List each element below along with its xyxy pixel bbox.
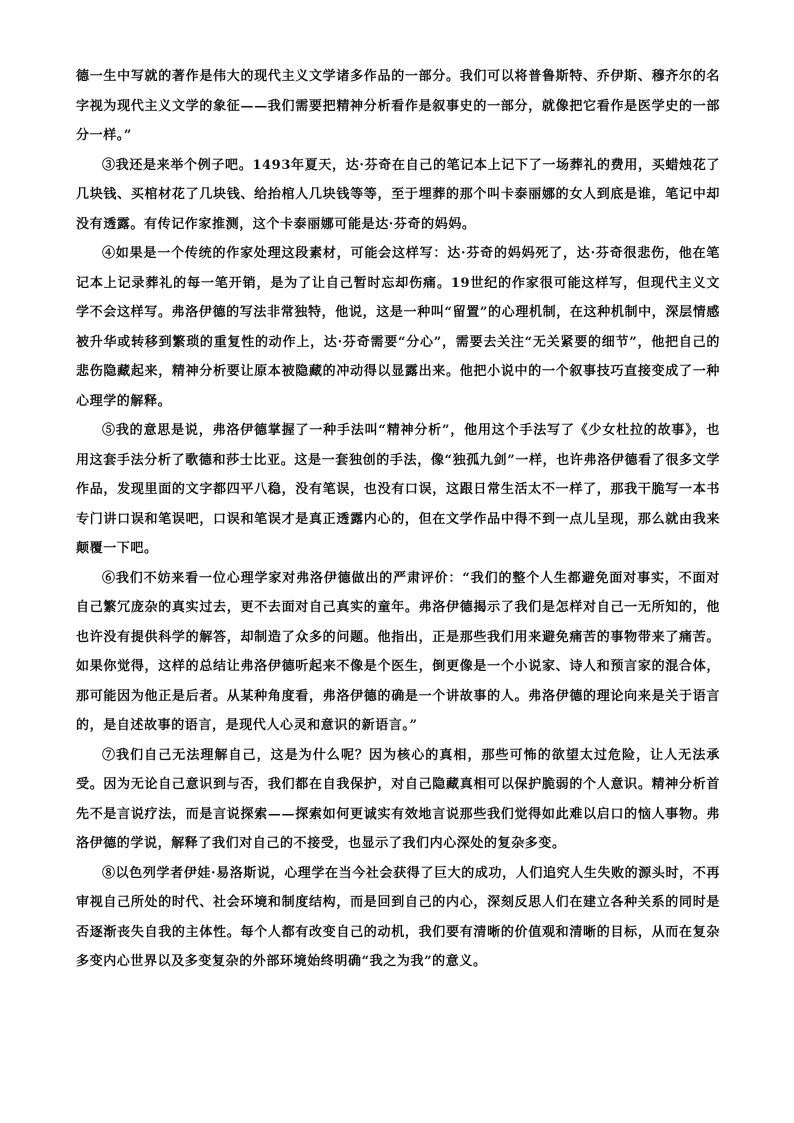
paragraph-5: ⑤我的意思是说，弗洛伊德掌握了一种手法叫“精神分析”，他用这个手法写了《少女杜拉的故事》，也用这套手法分析了歌德和莎士比亚。这是一套独创的手法，像“独孤九剑”一样，也许弗洛伊德看了很多文学作品，发现里面的文字都四平八稳，没有笔误，也没有口误，这跟日常生活太不一样了，那我干脆写一本书专门讲口误和笔误吧，口误和笔误才是真正透露内心的，但在文学作品中得不到一点儿呈现，那么就由我来颠覆一下吧。 xyxy=(76,423,720,556)
document-page xyxy=(76,62,720,977)
paragraph-8: ⑧以色列学者伊娃·易洛斯说，心理学在当今社会获得了巨大的成功，人们追究人生失败的源头时，不再审视自己所处的时代、社会环境和制度结构，而是回到自己的内心，深刻反思人们在建立各种关系的同时是否逐渐丧失自我的主体性。每个人都有改变自己的动机，我们要有清晰的价值观和清晰的目标，从而在复杂多变内心世界以及多变复杂的外部环境始终明确“我之为我”的意义。 xyxy=(76,865,720,969)
paragraph-continuation: 德一生中写就的著作是伟大的现代主义文学诸多作品的一部分。我们可以将普鲁斯特、乔伊斯、穆齐尔的名字视为现代主义文学的象征——我们需要把精神分析看作是叙事史的一部分，就像把它看作是医学史的一部分一样。” xyxy=(76,69,720,143)
paragraph-6: ⑥我们不妨来看一位心理学家对弗洛伊德做出的严肃评价：“我们的整个人生都避免面对事实，不面对自己繁冗庞杂的真实过去，更不去面对自己真实的童年。弗洛伊德揭示了我们是怎样对自己一无所知的，他也许没有提供科学的解答，却制造了众多的问题。他指出，正是那些我们用来避免痛苦的事物带来了痛苦。如果你觉得，这样的总结让弗洛伊德听起来不像是个医生，倒更像是一个小说家、诗人和预言家的混合体，那可能因为他正是后者。从某种角度看，弗洛伊德的确是一个讲故事的人。弗洛伊德的理论向来是关于语言的，是自述故事的语言，是现代人心灵和意识的新语言。” xyxy=(76,570,720,733)
paragraph-7: ⑦我们自己无法理解自己，这是为什么呢？因为核心的真相，那些可怖的欲望太过危险，让人无法承受。因为无论自己意识到与否，我们都在自我保护，对自己隐藏真相可以保护脆弱的个人意识。精神分析首先不是言说疗法，而是言说探索——探索如何更诚实有效地言说那些我们觉得如此难以启口的恼人事物。弗洛伊德的学说，解释了我们对自己的不接受，也显示了我们内心深处的复杂多变。 xyxy=(76,747,720,851)
paragraph-3: ③我还是来举个例子吧。1493年夏天，达·芬奇在自己的笔记本上记下了一场葬礼的费用，买蜡烛花了几块钱、买棺材花了几块钱、给抬棺人几块钱等等，至于埋葬的那个叫卡泰丽娜的女人到底是谁，笔记中却没有透露。有传记作家推测，这个卡泰丽娜可能是达·芬奇的妈妈。 xyxy=(76,157,720,232)
paragraph-4: ④如果是一个传统的作家处理这段素材，可能会这样写：达·芬奇的妈妈死了，达·芬奇很悲伤，他在笔记本上记录葬礼的每一笔开销，是为了让自己暂时忘却伤痛。19世纪的作家很可能这样写，但现代主义文学不会这样写。弗洛伊德的写法非常独特，他说，这是一种叫“留置”的心理机制，在这种机制中，深层情感被升华或转移到繁琐的重复性的动作上，达·芬奇需要“分心”，需要去关注“无关紧要的细节”，他把自己的悲伤隐藏起来，精神分析要让原本被隐藏的冲动得以显露出来。他把小说中的一个叙事技巧直接变成了一种心理学的解释。 xyxy=(76,246,720,409)
